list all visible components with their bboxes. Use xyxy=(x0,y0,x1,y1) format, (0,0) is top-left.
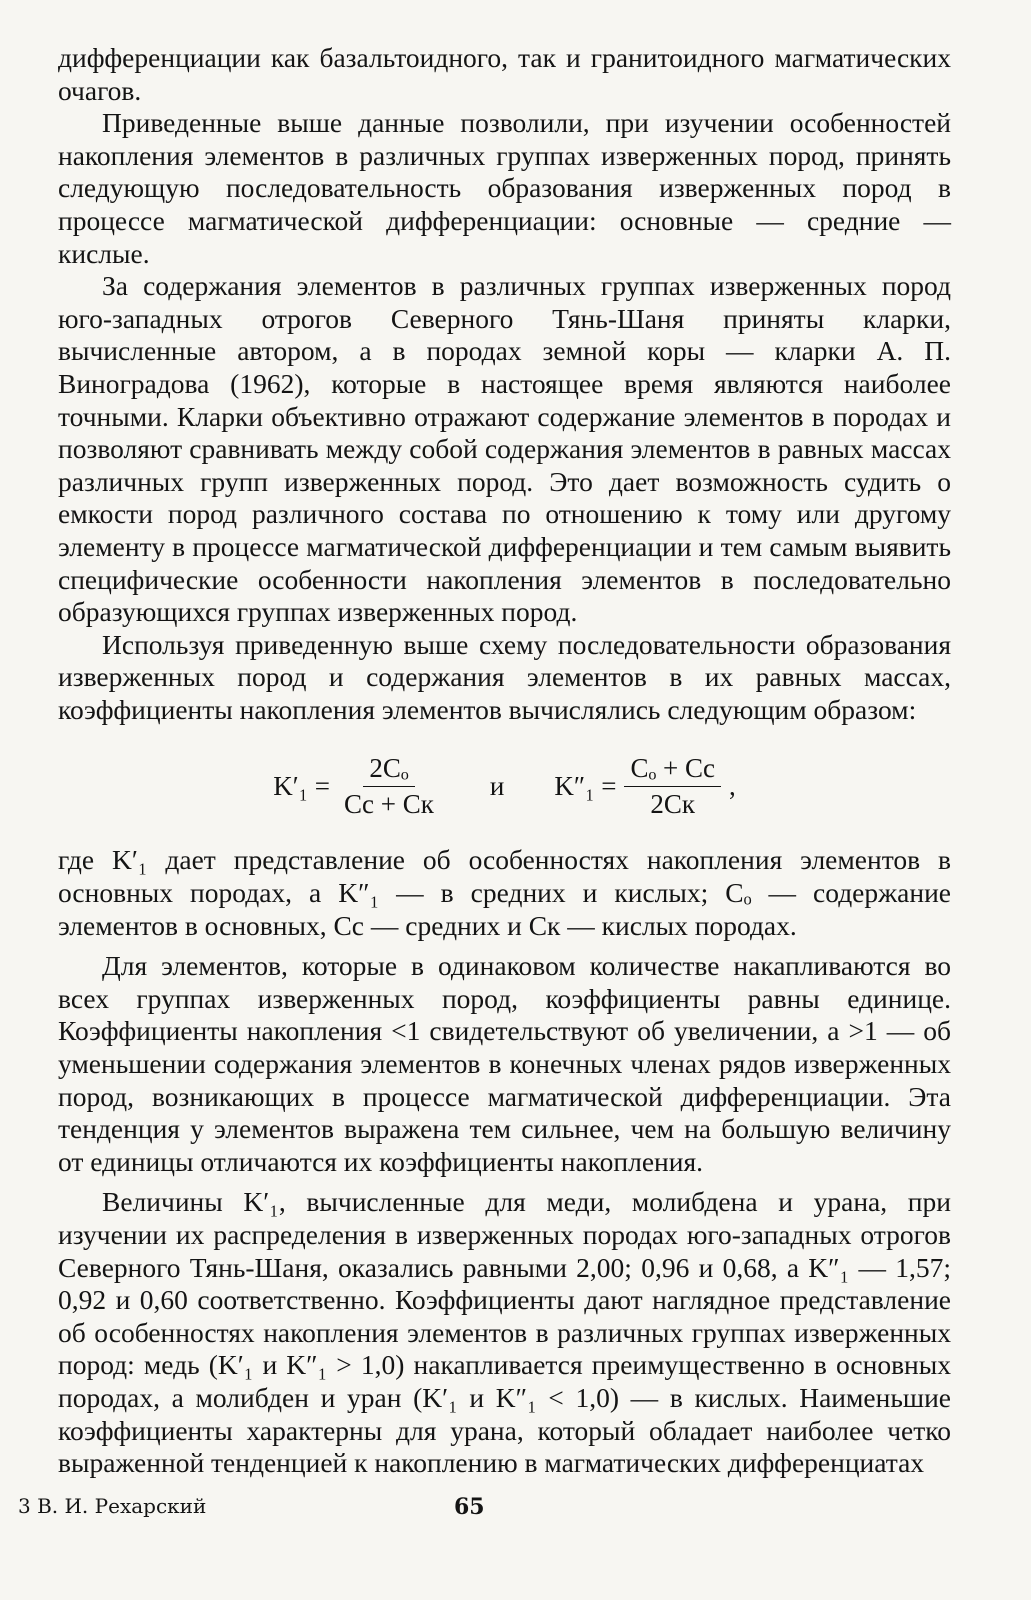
paragraph-sequence: Приведенные выше данные позволили, при изучении особенностей накопления элементов в различных группах изверженных пород, принять следующую последовательность образования изверженных пород в процессе магматической дифференциации: основные — средние — кислые. xyxy=(58,107,951,269)
formula-k1-prime-fraction xyxy=(338,753,440,820)
paragraph-definitions: где K′₁ дает представление об особенностях накопления элементов в основных породах, а K″₁ — в средних и кислых; Cₒ — содержание элементов в основных, Cс — средних и Cк — кислых породах. xyxy=(58,844,951,941)
printer-signature: 3 В. И. Рехарский xyxy=(18,1494,207,1518)
paragraph-method: Используя приведенную выше схему последовательности образования изверженных пород и содержания элементов в их равных массах, коэффициенты накопления элементов вычислялись следующим образом: xyxy=(58,628,951,725)
formula-k1-double-prime-denominator: 2Cк xyxy=(650,788,696,819)
paragraph-clarkes: За содержания элементов в различных группах изверженных пород юго-западных отрогов Северного Тянь-Шаня приняты кларки, вычисленные автором, а в породах земной коры — кларки А. П. Виноградова (1962), которые в настоящее время являются наиболее точными. Кларки объективно отражают содержание элементов в породах и позволяют сравнивать между собой содержания элементов в равных массах различных групп изверженных пород. Это дает возможность судить о емкости пород различного состава по отношению к тому или другому элементу в процессе магматической дифференциации и тем самым выявить специфические особенности накопления элементов в последовательно образующихся группах изверженных пород. xyxy=(58,270,951,628)
paragraph-values: Величины K′₁, вычисленные для меди, молибдена и урана, при изучении их распределения в изверженных породах юго-западных отрогов Северного Тянь-Шаня, оказались равными 2,00; 0,96 и 0,68, а K″₁ — 1,57; 0,92 и 0,60 соответственно. Коэффициенты дают наглядное представление об особенностях накопления элементов в различных группах изверженных пород: медь (K′₁ и K″₁ > 1,0) накапливается преимущественно в основных породах, а молибден и уран (K′₁ и K″₁ < 1,0) — в кислых. Наименьшие коэффициенты характерны для урана, который обладает наиболее четко выраженной тенденцией к накоплению в магматических дифференциатах xyxy=(58,1186,951,1479)
formula-trailing-comma: , xyxy=(729,770,736,801)
formula-k1-prime xyxy=(273,753,440,820)
formula-k1-prime-lhs: K′₁ = xyxy=(273,770,331,801)
formula-k1-prime-denominator: Cс + Cк xyxy=(344,788,434,819)
paragraph-interpretation: Для элементов, которые в одинаковом количестве накапливаются во всех группах изверженных пород, коэффициенты равны единице. Коэффициенты накопления <1 свидетельствуют об увеличении, а >1 — об уменьшении содержания элементов в конечных членах рядов изверженных пород, возникающих в процессе магматической дифференциации. Эта тенденция у элементов выражена тем сильнее, чем на большую величину от единицы отличаются их коэффициенты накопления. xyxy=(58,950,951,1177)
paragraph-continuation: дифференциации как базальтоидного, так и гранитоидного магматических очагов. xyxy=(58,42,951,106)
formula-k1-double-prime-numerator: Cₒ + Cс xyxy=(624,753,721,787)
page-number: 65 xyxy=(454,1494,485,1520)
formula-k1-double-prime-fraction xyxy=(624,753,721,820)
formula-k1-double-prime-lhs: K″₁ = xyxy=(554,770,617,801)
formula-separator: и xyxy=(489,770,505,801)
formula-k1-double-prime xyxy=(554,753,735,820)
accumulation-coefficient-formulas xyxy=(58,732,951,840)
formula-k1-prime-numerator: 2Cₒ xyxy=(363,753,414,787)
